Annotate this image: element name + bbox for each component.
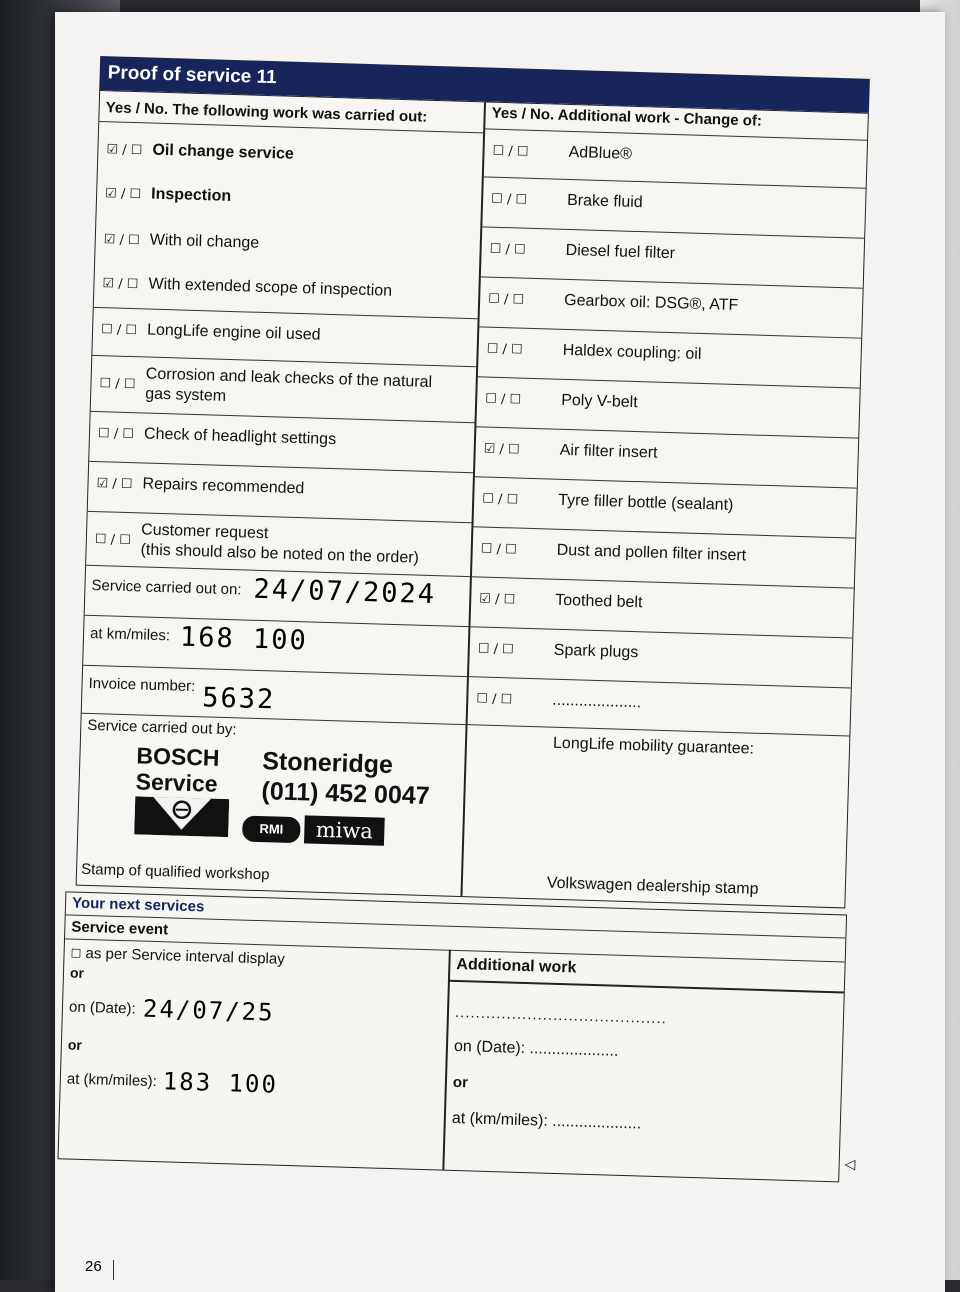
on-date-label: on (Date): bbox=[69, 998, 136, 1017]
item-label: With extended scope of inspection bbox=[148, 275, 392, 302]
divider bbox=[475, 426, 858, 438]
yes-no-checkbox[interactable]: ☑ / ☐ bbox=[96, 476, 142, 492]
left-column-heading: Yes / No. The following work was carried out: bbox=[105, 99, 427, 126]
invoice-label: Invoice number: bbox=[88, 675, 195, 695]
divider bbox=[469, 626, 852, 638]
yes-no-checkbox[interactable]: ☑ / ☐ bbox=[106, 142, 152, 158]
item-label: LongLife engine oil used bbox=[147, 321, 321, 346]
item-label: Diesel fuel filter bbox=[565, 241, 675, 264]
left-item-with-oil-change[interactable] bbox=[103, 229, 259, 254]
right-item-tyre-filler[interactable] bbox=[482, 489, 734, 516]
or-label: or bbox=[68, 1036, 82, 1052]
divider bbox=[66, 914, 846, 938]
divider bbox=[481, 226, 864, 238]
yes-no-checkbox[interactable]: ☐ / ☐ bbox=[489, 241, 535, 257]
left-item-corrosion-checks[interactable] bbox=[99, 363, 432, 413]
divider bbox=[94, 307, 478, 319]
item-label: Corrosion and leak checks of the natural gas system bbox=[145, 364, 432, 412]
service-event-heading: Service event bbox=[71, 919, 168, 939]
yes-no-checkbox[interactable]: ☐ / ☐ bbox=[99, 376, 145, 392]
yes-no-checkbox[interactable]: ☐ / ☐ bbox=[481, 541, 527, 557]
item-label: Haldex coupling: oil bbox=[562, 341, 701, 365]
right-item-adblue[interactable] bbox=[492, 141, 632, 165]
divider bbox=[91, 411, 475, 423]
yes-no-checkbox[interactable]: ☐ / ☐ bbox=[101, 322, 147, 338]
right-item-pollen-filter[interactable] bbox=[480, 538, 746, 566]
right-date-field[interactable] bbox=[454, 1038, 619, 1061]
divider bbox=[474, 476, 857, 488]
rmi-logo: RMI bbox=[242, 816, 301, 844]
yes-no-checkbox[interactable]: ☑ / ☐ bbox=[104, 232, 150, 248]
item-label: AdBlue® bbox=[568, 143, 632, 165]
right-date-dots: .................... bbox=[529, 1040, 618, 1060]
service-form bbox=[65, 30, 880, 1253]
yes-no-checkbox[interactable]: ☐ / ☐ bbox=[478, 641, 524, 657]
or-label: or bbox=[70, 964, 84, 980]
item-label: Check of headlight settings bbox=[144, 424, 337, 450]
page-number: 26 bbox=[85, 1258, 102, 1275]
at-km-value[interactable]: 183 100 bbox=[162, 1067, 278, 1098]
divider bbox=[471, 576, 854, 588]
workshop-stamp bbox=[134, 742, 457, 861]
longlife-guarantee-label: LongLife mobility guarantee: bbox=[553, 735, 754, 759]
yes-no-checkbox[interactable]: ☐ / ☐ bbox=[95, 532, 141, 548]
divider bbox=[89, 461, 473, 473]
next-services-box bbox=[57, 891, 847, 1182]
right-item-toothed-belt[interactable] bbox=[479, 588, 643, 613]
left-item-repairs-recommended[interactable] bbox=[96, 473, 304, 499]
yes-no-checkbox[interactable]: ☐ / ☐ bbox=[476, 691, 522, 707]
divider bbox=[83, 665, 467, 677]
item-label: Toothed belt bbox=[555, 591, 643, 614]
next-services-title: Your next services bbox=[72, 895, 205, 916]
yes-no-checkbox[interactable]: ☐ / ☐ bbox=[485, 391, 531, 407]
divider bbox=[483, 176, 866, 188]
left-item-longlife-oil[interactable] bbox=[101, 319, 321, 346]
item-label: Oil change service bbox=[152, 141, 294, 165]
left-item-oil-change-service[interactable] bbox=[106, 139, 294, 165]
right-km-dots: .................... bbox=[552, 1113, 641, 1133]
workshop-details bbox=[261, 746, 431, 811]
left-item-inspection[interactable] bbox=[105, 183, 232, 207]
service-date-value[interactable]: 24/07/2024 bbox=[253, 574, 436, 610]
divider bbox=[449, 980, 844, 994]
item-label: .................... bbox=[552, 691, 641, 714]
dealership-stamp-label: Volkswagen dealership stamp bbox=[547, 875, 759, 899]
left-item-headlight-check[interactable] bbox=[98, 423, 337, 450]
divider bbox=[467, 724, 850, 736]
right-item-spark-plugs[interactable] bbox=[478, 638, 639, 663]
item-label: Customer request (this should also be noted on the order) bbox=[140, 520, 419, 568]
bosch-service-logo bbox=[135, 742, 220, 796]
item-label: With oil change bbox=[149, 231, 259, 254]
yes-no-checkbox[interactable]: ☑ / ☐ bbox=[105, 186, 151, 202]
on-date-value[interactable]: 24/07/25 bbox=[143, 995, 275, 1027]
divider bbox=[477, 376, 860, 388]
item-label: Repairs recommended bbox=[142, 474, 304, 499]
section-title: Proof of service 11 bbox=[107, 62, 277, 88]
divider bbox=[468, 676, 851, 688]
bosch-text: BOSCH bbox=[136, 742, 220, 770]
right-km-field[interactable] bbox=[452, 1110, 642, 1134]
right-date-label: on (Date): bbox=[454, 1038, 526, 1057]
left-item-extended-inspection[interactable] bbox=[102, 273, 392, 302]
booklet-page bbox=[55, 12, 945, 1292]
workshop-stamp-label: Stamp of qualified workshop bbox=[81, 861, 270, 884]
interval-option[interactable] bbox=[70, 945, 285, 968]
miwa-logo: miwa bbox=[304, 815, 385, 845]
divider bbox=[480, 276, 863, 288]
divider bbox=[478, 326, 861, 338]
right-item-brake-fluid[interactable] bbox=[491, 189, 643, 213]
yes-no-checkbox[interactable]: ☐ / ☐ bbox=[482, 491, 528, 507]
right-item-gearbox-oil[interactable] bbox=[488, 289, 739, 316]
yes-no-checkbox[interactable]: ☑ / ☐ bbox=[479, 591, 525, 607]
workshop-name: Stoneridge bbox=[262, 746, 431, 781]
item-label: Air filter insert bbox=[559, 441, 657, 464]
item-label: Spark plugs bbox=[553, 641, 638, 663]
yes-no-checkbox[interactable]: ☑ / ☐ bbox=[102, 276, 148, 292]
km-label: at km/miles: bbox=[90, 625, 170, 644]
km-value[interactable]: 168 100 bbox=[180, 622, 309, 657]
page-number-divider bbox=[113, 1260, 114, 1280]
service-date-label: Service carried out on: bbox=[91, 577, 242, 598]
invoice-value[interactable]: 5632 bbox=[202, 682, 276, 715]
divider bbox=[484, 128, 867, 140]
yes-no-checkbox[interactable]: ☐ / ☐ bbox=[98, 426, 144, 442]
column-divider bbox=[442, 950, 450, 1170]
triangle-left-icon: ◁ bbox=[844, 1156, 855, 1173]
right-column-heading: Yes / No. Additional work - Change of: bbox=[491, 105, 762, 130]
right-item-other[interactable] bbox=[476, 688, 641, 713]
yes-no-checkbox[interactable]: ☑ / ☐ bbox=[484, 441, 530, 457]
item-label: Brake fluid bbox=[567, 191, 643, 213]
carried-out-by-label: Service carried out by: bbox=[87, 717, 237, 738]
item-label: Dust and pollen filter insert bbox=[556, 541, 746, 567]
workshop-phone: (011) 452 0047 bbox=[261, 776, 430, 811]
item-label: Gearbox oil: DSG®, ATF bbox=[564, 291, 739, 316]
service-table bbox=[76, 90, 869, 908]
right-item-air-filter[interactable] bbox=[483, 439, 657, 464]
left-item-customer-request[interactable] bbox=[94, 519, 419, 569]
item-label: Poly V-belt bbox=[561, 391, 638, 413]
interval-option-label: as per Service interval display bbox=[85, 945, 285, 968]
additional-work-line[interactable]: ......................................... bbox=[455, 1004, 667, 1027]
bosch-emblem-icon bbox=[134, 796, 229, 837]
right-item-haldex-oil[interactable] bbox=[486, 339, 701, 365]
additional-work-heading: Additional work bbox=[456, 956, 576, 978]
right-km-label: at (km/miles): bbox=[452, 1110, 548, 1130]
or-label: or bbox=[453, 1074, 468, 1091]
yes-no-checkbox[interactable]: ☐ / ☐ bbox=[491, 191, 537, 207]
right-item-poly-v-belt[interactable] bbox=[485, 389, 638, 414]
service-text: Service bbox=[135, 768, 219, 796]
item-label: Tyre filler bottle (sealant) bbox=[558, 491, 734, 516]
at-km-label: at (km/miles): bbox=[67, 1070, 157, 1090]
yes-no-checkbox[interactable]: ☐ / ☐ bbox=[488, 291, 534, 307]
interval-checkbox[interactable]: ☐ bbox=[70, 947, 81, 961]
item-label: Inspection bbox=[151, 185, 232, 207]
right-item-diesel-filter[interactable] bbox=[489, 239, 675, 264]
yes-no-checkbox[interactable]: ☐ / ☐ bbox=[492, 143, 538, 159]
divider bbox=[472, 526, 855, 538]
yes-no-checkbox[interactable]: ☐ / ☐ bbox=[486, 341, 532, 357]
